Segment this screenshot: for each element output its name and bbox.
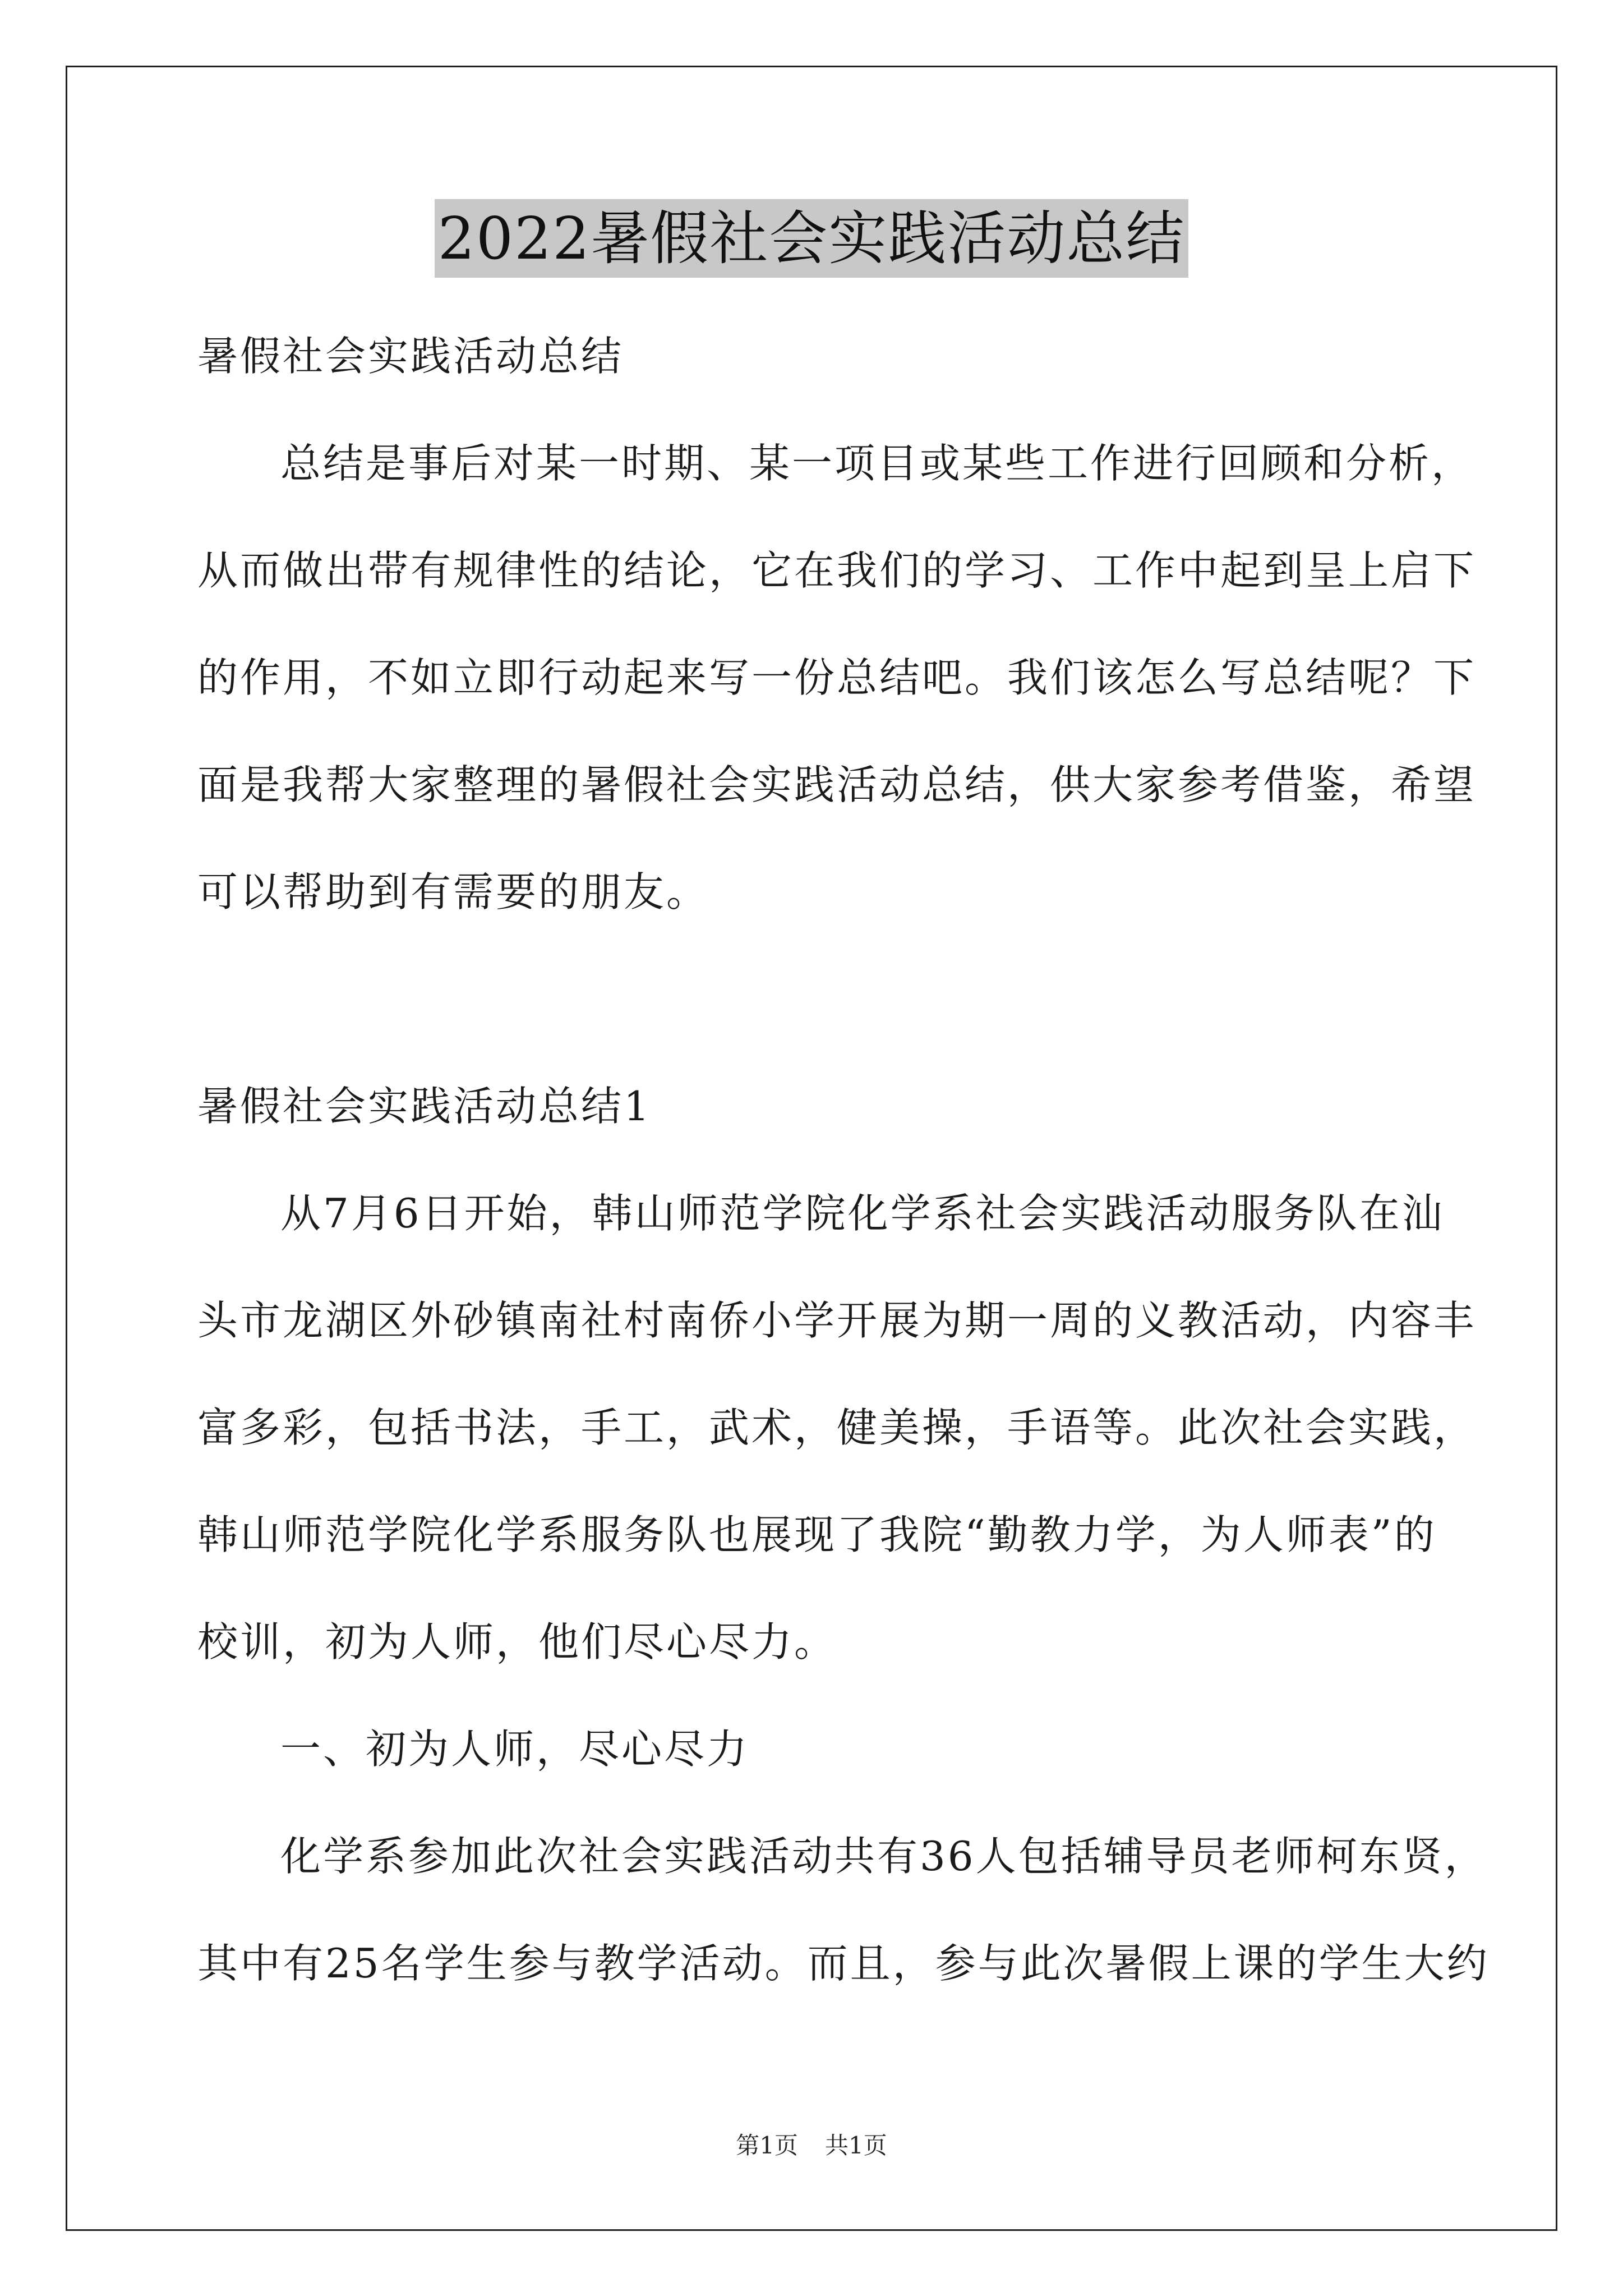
intro-line: 面是我帮大家整理的暑假社会实践活动总结，供大家参考借鉴，希望 xyxy=(197,761,1477,808)
section-line: 其中有25名学生参与教学活动。而且，参与此次暑假上课的学生大约 xyxy=(197,1940,1490,1987)
page-footer xyxy=(0,2129,1623,2162)
intro-line: 从而做出带有规律性的结论，它在我们的学习、工作中起到呈上启下 xyxy=(197,547,1477,594)
section-line: 从7月6日开始，韩山师范学院化学系社会实践活动服务队在汕 xyxy=(280,1190,1445,1237)
subheading: 一、初为人师，尽心尽力 xyxy=(280,1726,750,1773)
section-line: 化学系参加此次社会实践活动共有36人包括辅导员老师柯东贤， xyxy=(280,1833,1487,1880)
intro-line: 的作用，不如立即行动起来写一份总结吧。我们该怎么写总结呢？下 xyxy=(197,654,1477,701)
page-number: 第1页 xyxy=(736,2132,798,2159)
title-container xyxy=(0,199,1623,278)
paragraph-gap xyxy=(197,946,1431,1053)
intro-line: 可以帮助到有需要的朋友。 xyxy=(197,868,709,915)
section-line: 头市龙湖区外砂镇南社村南侨小学开展为期一周的义教活动，内容丰 xyxy=(197,1297,1477,1344)
page-total: 共1页 xyxy=(825,2132,887,2159)
section-heading: 暑假社会实践活动总结1 xyxy=(197,1083,652,1130)
document-title: 2022暑假社会实践活动总结 xyxy=(435,199,1189,278)
document-subtitle: 暑假社会实践活动总结 xyxy=(197,333,624,380)
section-line: 韩山师范学院化学系服务队也展现了我院“勤教力学，为人师表”的 xyxy=(197,1511,1437,1558)
document-body xyxy=(197,303,1490,2017)
intro-line: 总结是事后对某一时期、某一项目或某些工作进行回顾和分析， xyxy=(280,440,1474,487)
section-line: 富多彩，包括书法，手工，武术，健美操，手语等。此次社会实践， xyxy=(197,1404,1477,1451)
section-line: 校训，初为人师，他们尽心尽力。 xyxy=(197,1618,837,1665)
